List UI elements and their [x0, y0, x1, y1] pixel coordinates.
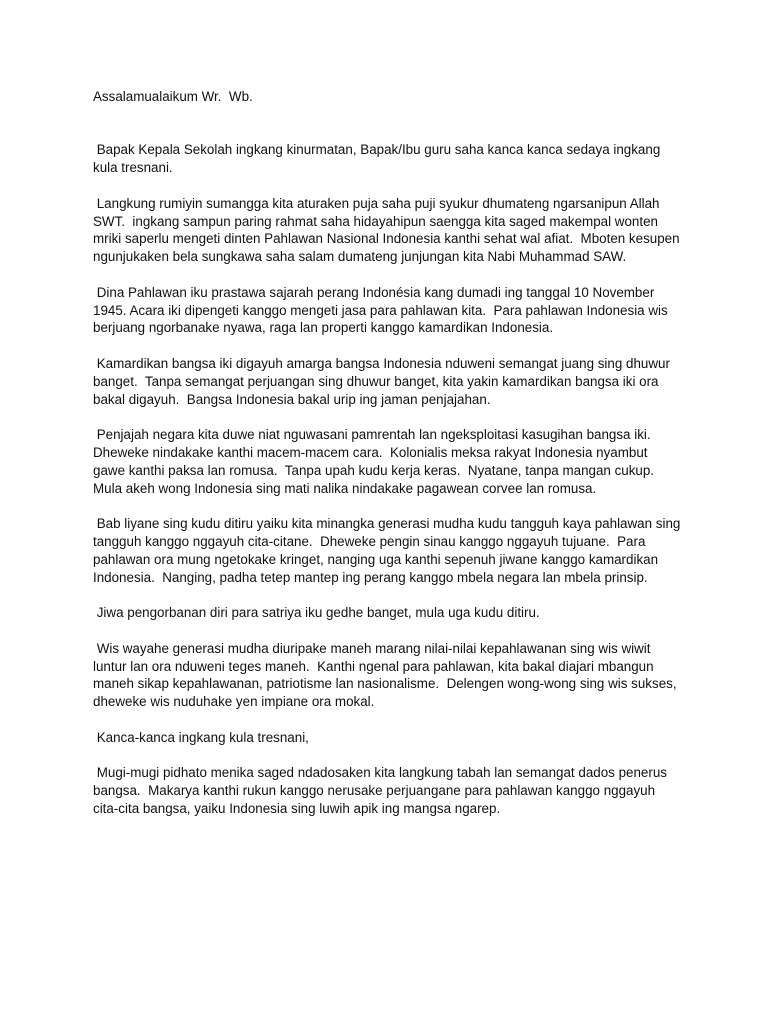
paragraph-independence-spirit: Kamardikan bangsa iki digayuh amarga bangsa Indonesia nduweni semangat juang sing dhuwur banget. Tanpa semangat perjuangan sing dhuwur banget, kita yakin kamardikan bangsa iki ora bakal digayuh. Bangsa Indonesia bakal urip ing jaman penjajahan. — [93, 355, 674, 407]
paragraph-emulate-heroes: Bab liyane sing kudu ditiru yaiku kita minangka generasi mudha kudu tangguh kaya pahlawan sing tangguh kanggo nggayuh cita-citane. Dheweke pengin sinau kanggo nggayuh tujuane. Para pahlawan ora mung ngetokake kringet, nanging uga kanthi sepenuh jiwane kanggo kamardikan Indonesia. Nanging, padha tetep mantep ing perang kanggo mbela negara lan mbela prinsip. — [93, 516, 685, 585]
paragraph-heroes-day-history: Dina Pahlawan iku prastawa sajarah perang Indonésia kang dumadi ing tanggal 10 November 1945. Acara iki dipengeti kanggo mengeti jasa para pahlawan kita. Para pahlawan Indonesia wis berjuang ngorbanake nyawa, raga lan properti kanggo kamardikan Indonesia. — [93, 284, 672, 336]
paragraph-opening-address: Bapak Kepala Sekolah ingkang kinurmatan, Bapak/Ibu guru saha kanca kanca sedaya ingkang kula tresnani. — [93, 142, 665, 176]
paragraph-colonialism: Penjajah negara kita duwe niat nguwasani pamrentah lan ngeksploitasi kasugihan bangsa iki. Dheweke nindakake kanthi macem-macem cara. Kolonialis meksa rakyat Indonesia nyambut gawe kanthi paksa lan romusa. Tanpa upah kudu kerja keras. Nyatane, tanpa mangan cukup. Mula akeh wong Indonesia sing mati nalika nindakake pagawean corvee lan romusa. — [93, 427, 662, 496]
paragraph-sacrifice: Jiwa pengorbanan diri para satriya iku gedhe banget, mula uga kudu ditiru. — [93, 605, 540, 621]
paragraph-youth-values: Wis wayahe generasi mudha diuripake maneh marang nilai-nilai kepahlawanan sing wis wiwit luntur lan ora nduweni teges maneh. Kanthi ngenal para pahlawan, kita bakal diajari mbangun maneh sikap kepahlawanan, patriotisme lan nasionalisme. Delengen wong-wong sing wis sukses, dheweke wis nuduhake yen impiane ora mokal. — [93, 640, 681, 710]
paragraph-closing: Mugi-mugi pidhato menika saged ndadosaken kita langkung tabah lan semangat dados penerus bangsa. Makarya kanthi rukun kanggo nerusake perjuangane para pahlawan kanggo nggayuh cita-cita bangsa, yaiku Indonesia sing luwih apik ing mangsa ngarep. — [93, 765, 671, 816]
paragraph-gratitude: Langkung rumiyin sumangga kita aturaken puja saha puji syukur dhumateng ngarsanipun Allah SWT. ingkang sampun paring rahmat saha hidayahipun saengga kita saged makempal wonten mriki saperlu mengeti dinten Pahlawan Nasional Indonesia kanthi sehat wal afiat. Mboten kesupen ngunjukaken bela sungkawa saha salam dumateng junjungan kita Nabi Muhammad SAW. — [93, 195, 684, 265]
paragraph-address-friends: Kanca-kanca ingkang kula tresnani, — [93, 729, 309, 745]
document-page — [93, 88, 683, 835]
greeting: Assalamualaikum Wr. Wb. — [93, 89, 253, 104]
